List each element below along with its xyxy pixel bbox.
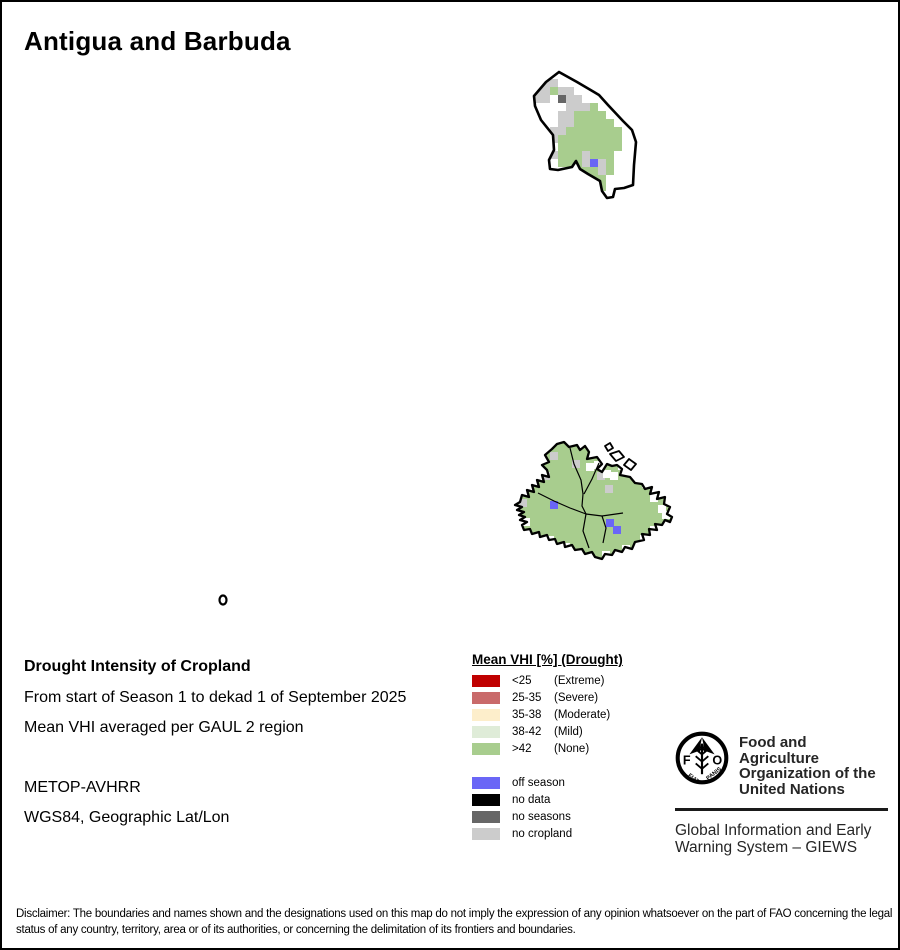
legend-qualifier: (Moderate) (554, 709, 611, 721)
fao-name-line: Organization of the (739, 765, 876, 782)
legend-row-moderate (472, 709, 687, 721)
legend-swatch-moderate (472, 709, 500, 721)
legend-swatch-no-data (472, 794, 500, 806)
info-period: From start of Season 1 to dekad 1 of September 2025 (24, 689, 407, 706)
fao-logo-icon (675, 729, 729, 787)
legend-row-severe (472, 692, 687, 704)
legend-label: 38-42 (512, 726, 542, 738)
info-aggregation: Mean VHI averaged per GAUL 2 region (24, 719, 304, 736)
legend-label: <25 (512, 675, 532, 687)
page-title: Antigua and Barbuda (24, 26, 291, 56)
legend-qualifier: (Extreme) (554, 675, 605, 687)
giews-line: Warning System – GIEWS (675, 839, 858, 856)
giews-label (675, 822, 890, 856)
legend-classes (472, 675, 687, 755)
antigua-landmass (515, 442, 672, 559)
legend-swatch-no-cropland (472, 828, 500, 840)
legend-label: >42 (512, 743, 532, 755)
legend (472, 652, 687, 845)
islet-outline (605, 443, 613, 451)
legend-swatch-off-season (472, 777, 500, 789)
legend-row-off-season (472, 777, 687, 789)
fao-logo-letter-f: F (682, 753, 691, 768)
fao-name-line: United Nations (739, 780, 845, 798)
info-heading: Drought Intensity of Cropland (24, 658, 251, 675)
legend-swatch-severe (472, 692, 500, 704)
legend-qualifier: (None) (554, 743, 590, 755)
legend-row-extreme (472, 675, 687, 687)
redonda-island (220, 596, 227, 605)
fao-logo-letter-a: A (697, 742, 707, 756)
legend-label: no seasons (512, 811, 571, 823)
map-canvas (2, 2, 900, 642)
legend-qualifier: (Mild) (554, 726, 583, 738)
legend-swatch-none (472, 743, 500, 755)
giews-line: Global Information and Early (675, 822, 872, 839)
legend-label: no cropland (512, 828, 573, 840)
legend-label: 35-38 (512, 709, 542, 721)
islet-outline (624, 459, 636, 470)
fao-name-line: Food and Agriculture (739, 734, 820, 767)
legend-extras (472, 777, 687, 840)
legend-row-none (472, 743, 687, 755)
fao-header (675, 729, 890, 797)
fao-logo-panis: PANIS (705, 766, 723, 782)
legend-swatch-no-seasons (472, 811, 500, 823)
legend-row-no-seasons (472, 811, 687, 823)
info-projection: WGS84, Geographic Lat/Lon (24, 809, 230, 826)
legend-row-no-cropland (472, 828, 687, 840)
islet-outline (610, 451, 624, 461)
legend-swatch-mild (472, 726, 500, 738)
fao-divider (675, 808, 888, 811)
legend-qualifier: (Severe) (554, 692, 599, 704)
legend-row-mild (472, 726, 687, 738)
legend-label: off season (512, 777, 565, 789)
fao-logo-letter-o: O (712, 753, 723, 768)
fao-organization-name (739, 729, 890, 797)
legend-swatch-extreme (472, 675, 500, 687)
legend-row-no-data (472, 794, 687, 806)
fao-logo-fiat: FIAT (686, 772, 700, 786)
legend-title: Mean VHI [%] (Drought) (472, 652, 623, 667)
disclaimer-text: Disclaimer: The boundaries and names shown and the designations used on this map do not imply the expression of any opinion whatsoever on the part of FAO concerning the legal status of any country, territory, area or of its authorities, or concerning the delimitation of its frontiers and boundaries. (16, 908, 893, 936)
info-sensor: METOP-AVHRR (24, 779, 141, 796)
fao-footer-block (675, 729, 890, 856)
legend-label: no data (512, 794, 551, 806)
barbuda-cells (534, 79, 622, 191)
legend-label: 25-35 (512, 692, 542, 704)
